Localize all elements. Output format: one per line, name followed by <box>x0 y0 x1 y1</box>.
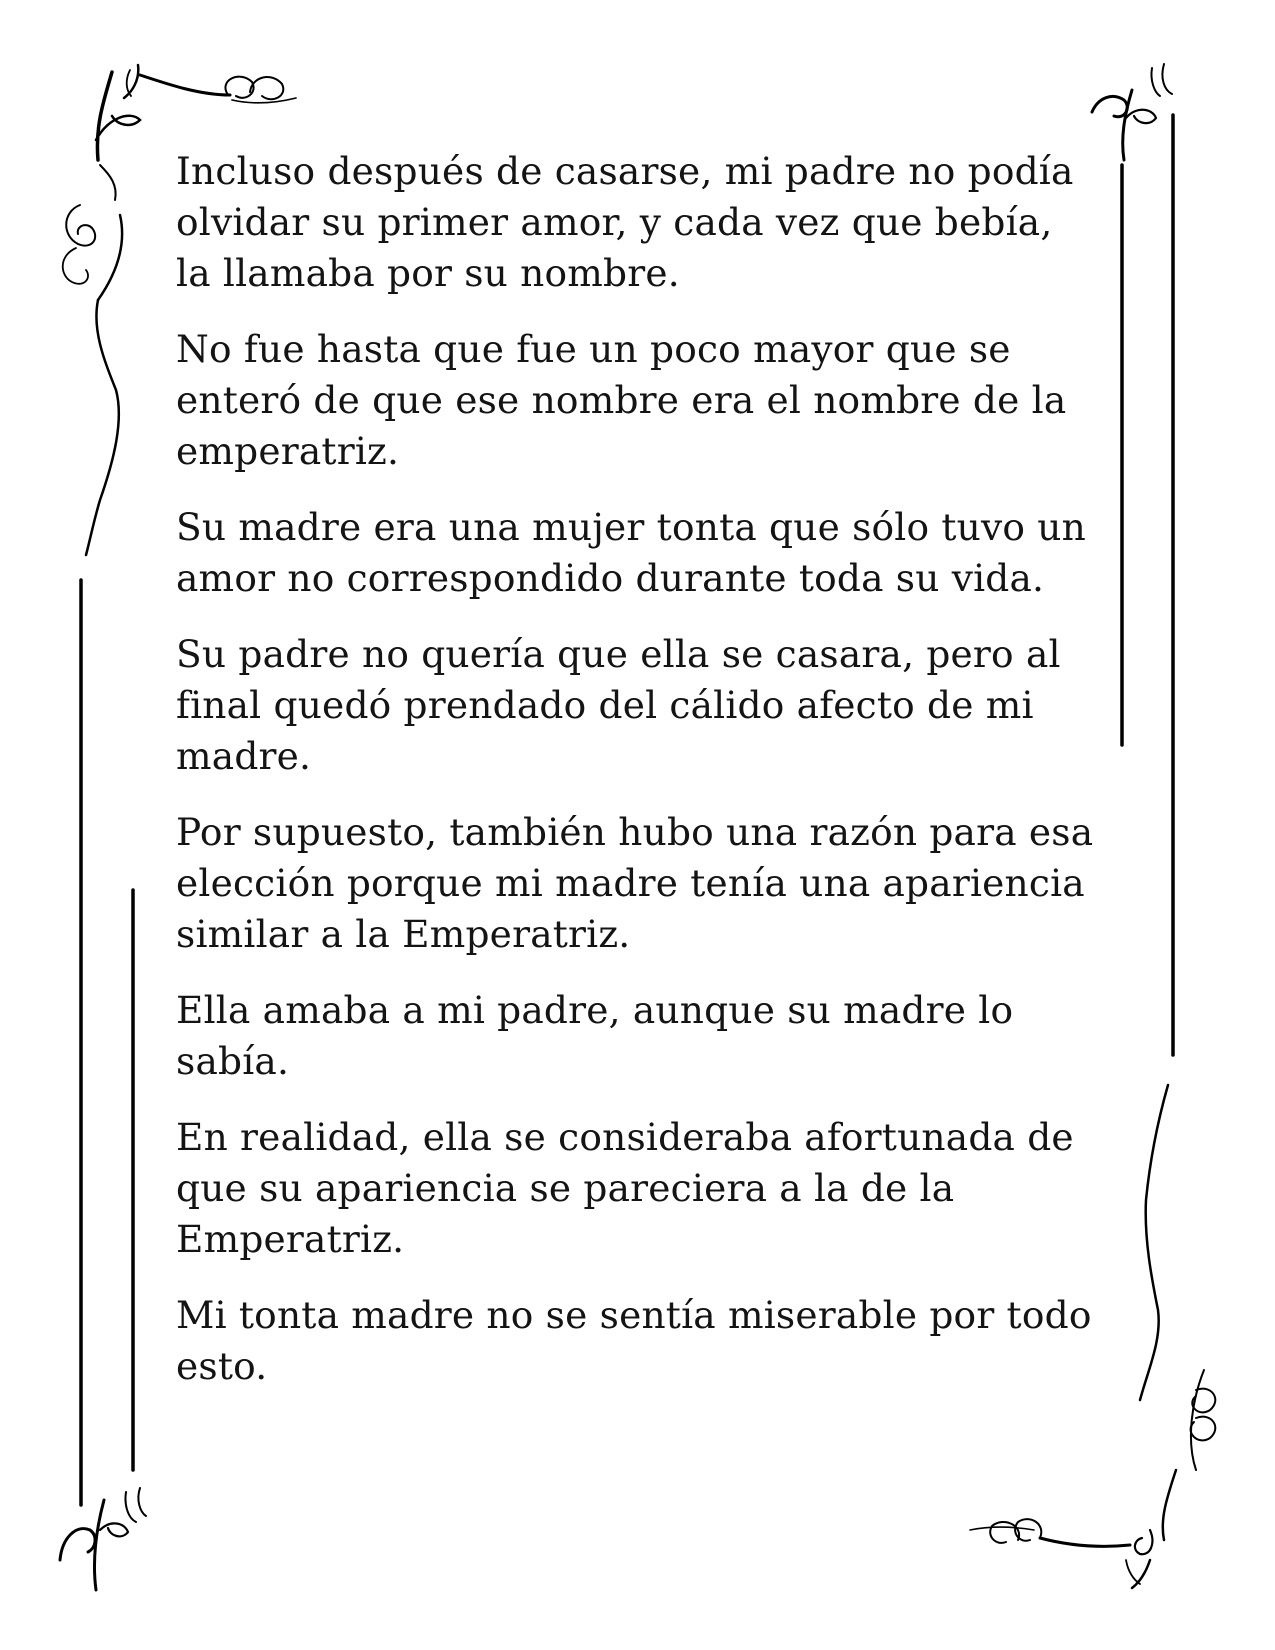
paragraph-6: Ella amaba a mi padre, aunque su madre lo sabía. <box>176 988 1014 1083</box>
story-text <box>176 146 1111 1417</box>
paragraph-5: Por supuesto, también hubo una razón para esa elección porque mi madre tenía una apariencia similar a la Emperatriz. <box>176 810 1094 956</box>
paragraph-2: No fue hasta que fue un poco mayor que se enteró de que ese nombre era el nombre de la emperatriz. <box>176 327 1067 473</box>
paragraph-8: Mi tonta madre no se sentía miserable por todo esto. <box>176 1293 1092 1388</box>
paragraph-3: Su madre era una mujer tonta que sólo tuvo un amor no correspondido durante toda su vida. <box>176 505 1087 600</box>
paragraph-7: En realidad, ella se consideraba afortunada de que su apariencia se pareciera a la de la Emperatriz. <box>176 1115 1074 1261</box>
paragraph-4: Su padre no quería que ella se casara, pero al final quedó prendado del cálido afecto de mi madre. <box>176 632 1061 778</box>
paragraph-1: Incluso después de casarse, mi padre no podía olvidar su primer amor, y cada vez que bebía, la llamaba por su nombre. <box>176 149 1074 295</box>
flourish-bottom-left <box>60 1488 146 1590</box>
